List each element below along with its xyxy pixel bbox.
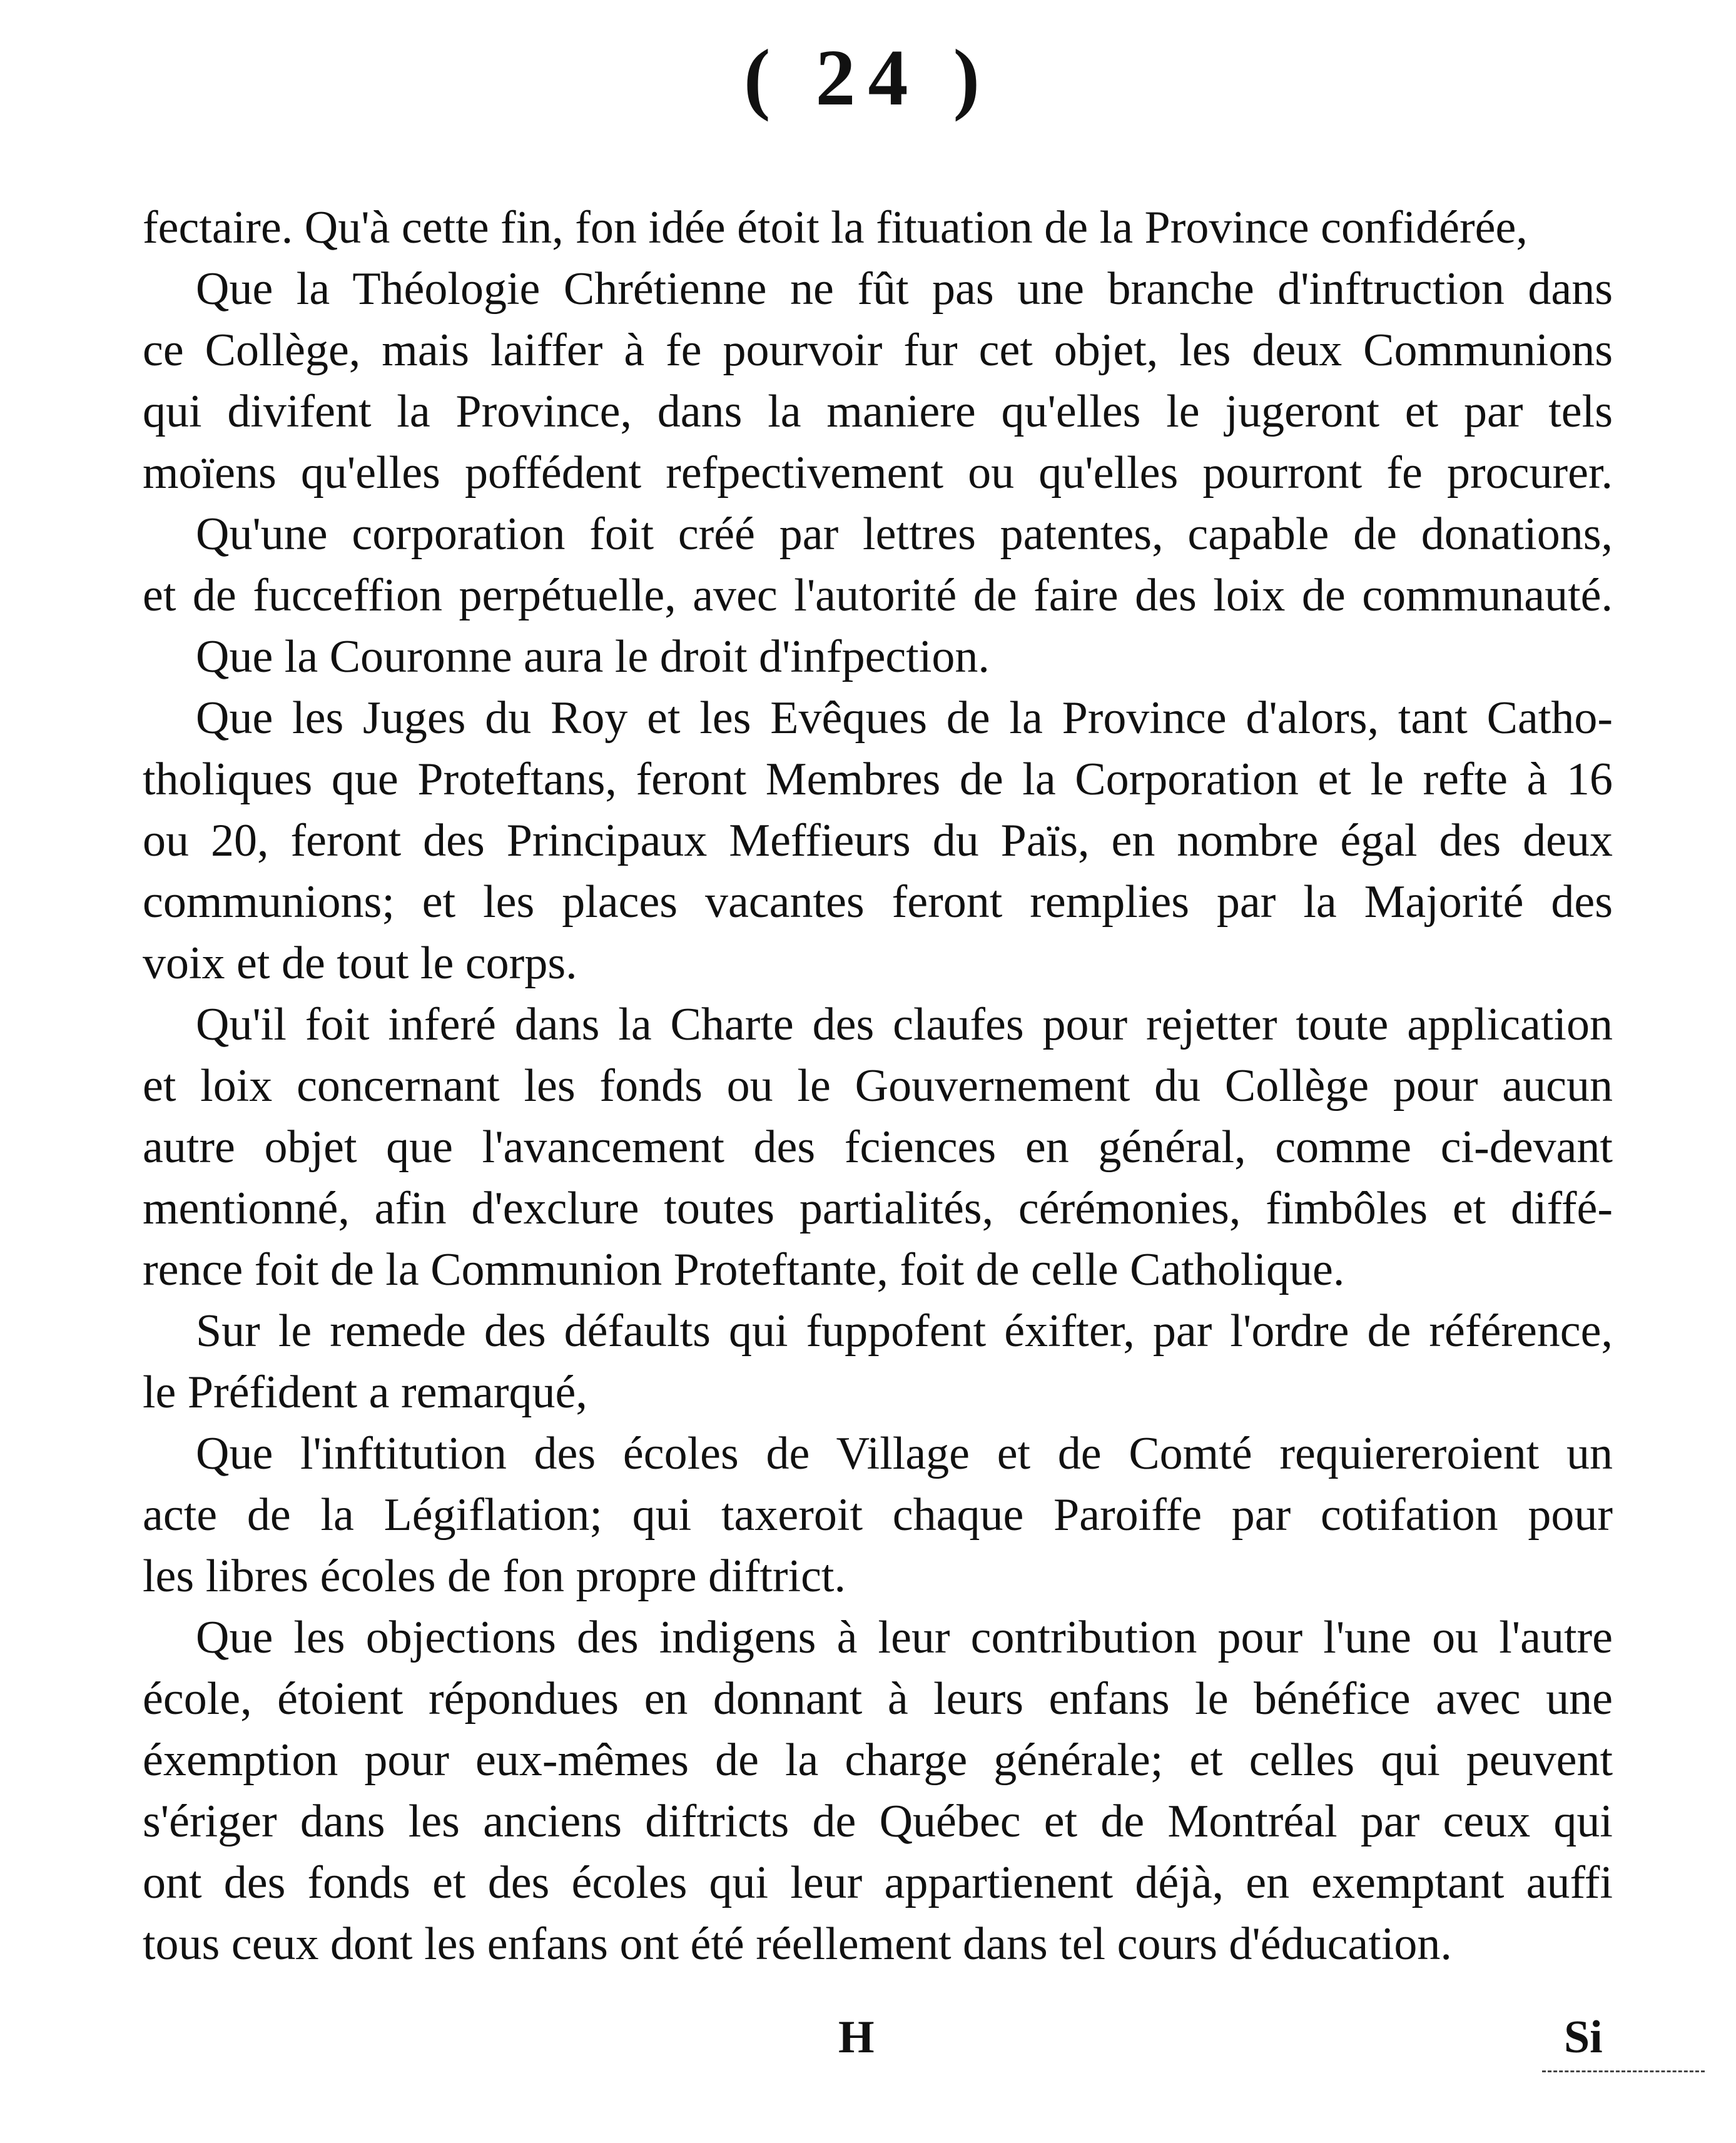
text-line: Que les Juges du Roy et les Evêques de la Province d'alors, tant Catho- [196,692,1613,744]
text-line: Sur le remede des défaults qui fuppofent éxifter, par l'ordre de référence, [196,1305,1613,1357]
text-line: ou 20, feront des Principaux Meffieurs du Païs, en nombre égal des deux [143,815,1613,866]
body-text [143,197,1613,1975]
paragraph-3 [143,504,1613,626]
text-line: les libres écoles de fon propre diftrict. [143,1551,846,1602]
text-line: et de fucceffion perpétuelle, avec l'autorité de faire des loix de communauté. [143,570,1613,621]
paragraph-6 [143,994,1613,1300]
text-line: acte de la Légiflation; qui taxeroit chaque Paroiffe par cotifation pour [143,1489,1613,1541]
paragraph-9 [143,1607,1613,1975]
text-line: le Préfident a remarqué, [143,1367,587,1418]
paragraph-4 [143,626,1613,687]
text-line: Que les objections des indigens à leur contribution pour l'une ou l'autre [196,1612,1613,1663]
text-line: fectaire. Qu'à cette fin, fon idée étoit la fituation de la Province confidérée, [143,202,1528,253]
text-line: Qu'une corporation foit créé par lettres patentes, capable de donations, [196,509,1613,560]
paragraph-5 [143,687,1613,994]
text-line: qui divifent la Province, dans la maniere qu'elles le jugeront et par tels [143,386,1613,437]
paragraph-1 [143,197,1613,258]
paragraph-8 [143,1423,1613,1607]
text-line: moïens qu'elles poffédent refpectivement ou qu'elles pourront fe procurer. [143,447,1613,499]
paragraph-7 [143,1300,1613,1423]
text-line: et loix concernant les fonds ou le Gouvernement du Collège pour aucun [143,1060,1613,1112]
text-line: s'ériger dans les anciens diftricts de Québec et de Montréal par ceux qui [143,1796,1613,1847]
footer-rule [1542,2070,1705,2072]
signature-mark: H [838,2012,875,2063]
text-line: tous ceux dont les enfans ont été réellement dans tel cours d'éducation. [143,1918,1452,1970]
text-line: ce Collège, mais laiffer à fe pourvoir fur cet objet, les deux Communions [143,325,1613,376]
text-line: autre objet que l'avancement des fciences en général, comme ci-devant [143,1122,1613,1173]
page-number: ( 24 ) [743,33,993,122]
page-footer [0,2011,1736,2080]
text-line: communions; et les places vacantes feront remplies par la Majorité des [143,876,1613,928]
text-line: mentionné, afin d'exclure toutes partialités, cérémonies, fimbôles et diffé- [143,1183,1613,1234]
text-line: voix et de tout le corps. [143,938,577,989]
paragraph-2 [143,258,1613,504]
text-line: Que la Théologie Chrétienne ne fût pas une branche d'inftruction dans [196,263,1613,315]
text-line: ont des fonds et des écoles qui leur appartienent déjà, en exemptant auffi [143,1857,1613,1908]
text-line: Que l'inftitution des écoles de Village et de Comté requiereroient un [196,1428,1613,1479]
text-line: Qu'il foit inferé dans la Charte des claufes pour rejetter toute application [196,999,1613,1050]
catchword: Si [1564,2012,1603,2063]
text-line: école, étoient répondues en donnant à leurs enfans le bénéfice avec une [143,1673,1613,1725]
text-line: Que la Couronne aura le droit d'infpection. [196,631,990,682]
text-line: éxemption pour eux-mêmes de la charge générale; et celles qui peuvent [143,1735,1613,1786]
text-line: rence foit de la Communion Proteftante, foit de celle Catholique. [143,1244,1345,1295]
text-line: tholiques que Proteftans, feront Membres de la Corporation et le refte à 16 [143,754,1613,805]
